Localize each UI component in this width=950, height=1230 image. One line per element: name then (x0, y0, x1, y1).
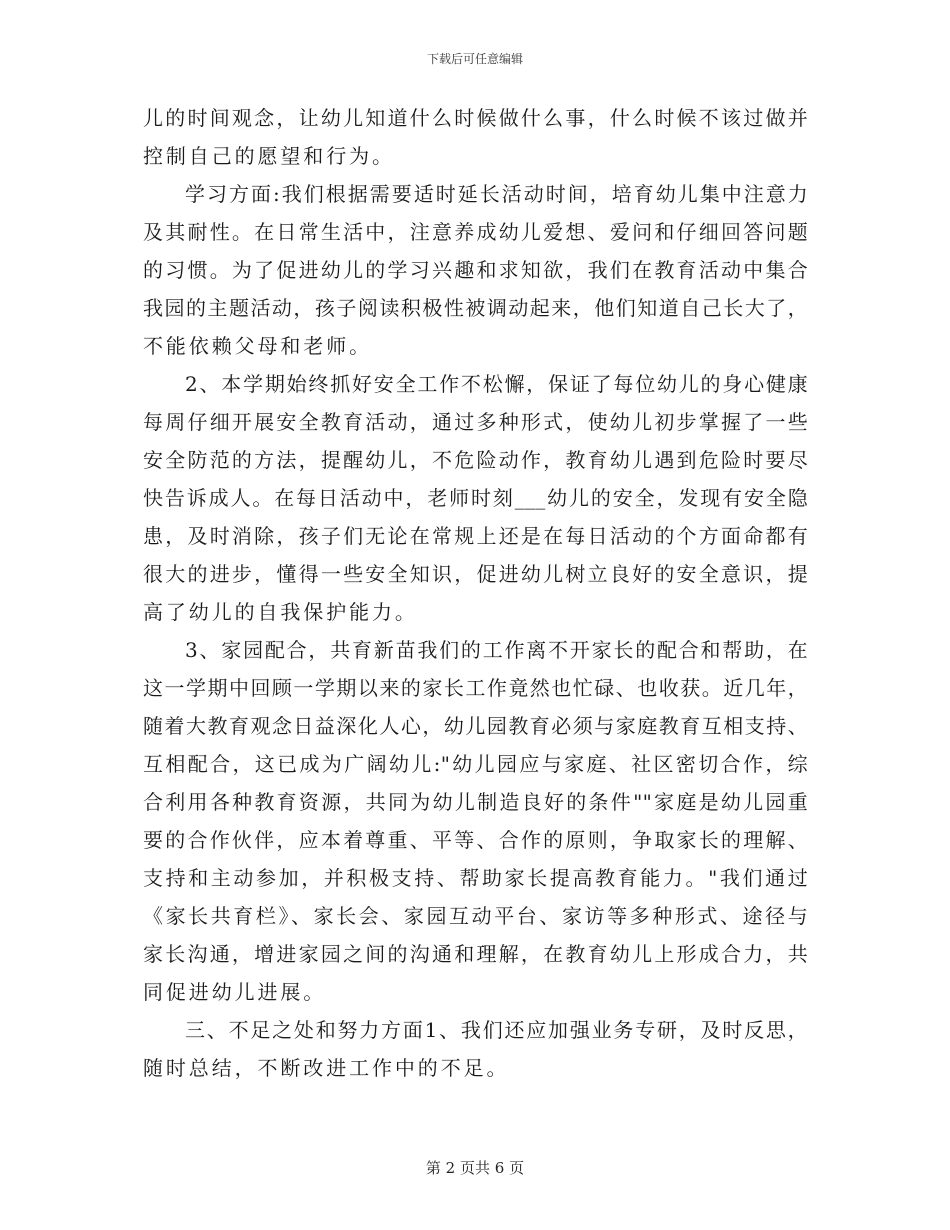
body-line: 患，及时消除，孩子们无论在常规上还是在每日活动的个方面命都有 (143, 524, 808, 548)
body-line: 每周仔细开展安全教育活动，通过多种形式，使幼儿初步掌握了一些 (143, 410, 808, 434)
body-line: 随着大教育观念日益深化人心，幼儿园教育必须与家庭教育互相支持、 (143, 714, 808, 738)
body-line: 这一学期中回顾一学期以来的家长工作竟然也忙碌、也收获。近几年， (143, 676, 808, 700)
body-line: 3、家园配合，共育新苗我们的工作离不开家长的配合和帮助，在 (185, 638, 808, 662)
document-body (143, 99, 808, 1087)
body-line: 控制自己的愿望和行为。 (143, 144, 395, 168)
body-line: 我园的主题活动，孩子阅读积极性被调动起来，他们知道自己长大了， (143, 296, 808, 320)
body-line: 快告诉成人。在每日活动中，老师时刻___幼儿的安全，发现有安全隐 (143, 486, 808, 510)
body-line: 2、本学期始终抓好安全工作不松懈，保证了每位幼儿的身心健康 (185, 372, 808, 396)
body-line: 要的合作伙伴，应本着尊重、平等、合作的原则，争取家长的理解、 (143, 828, 808, 852)
body-line: 随时总结，不断改进工作中的不足。 (143, 1056, 510, 1080)
page-footer: 第 2 页共 6 页 (425, 1159, 525, 1177)
page-header: 下载后可任意编辑 (426, 52, 523, 66)
body-line: 互相配合，这已成为广阔幼儿:"幼儿园应与家庭、社区密切合作，综 (143, 752, 808, 776)
body-line: 高了幼儿的自我保护能力。 (143, 600, 418, 624)
body-line: 儿的时间观念，让幼儿知道什么时候做什么事，什么时候不该过做并 (143, 106, 808, 130)
body-line: 《家长共育栏》、家长会、家园互动平台、家访等多种形式、途径与 (143, 904, 808, 928)
body-line: 学习方面:我们根据需要适时延长活动时间，培育幼儿集中注意力 (185, 182, 808, 206)
body-line: 三、不足之处和努力方面1、我们还应加强业务专研，及时反思， (185, 1018, 808, 1042)
body-line: 很大的进步，懂得一些安全知识，促进幼儿树立良好的安全意识，提 (143, 562, 808, 586)
body-line: 的习惯。为了促进幼儿的学习兴趣和求知欲，我们在教育活动中集合 (143, 258, 808, 282)
body-line: 家长沟通，增进家园之间的沟通和理解，在教育幼儿上形成合力，共 (143, 942, 808, 966)
body-line: 合利用各种教育资源，共同为幼儿制造良好的条件""家庭是幼儿园重 (143, 790, 808, 814)
body-line: 同促进幼儿进展。 (143, 980, 327, 1004)
body-line: 安全防范的方法，提醒幼儿，不危险动作，教育幼儿遇到危险时要尽 (143, 448, 808, 472)
body-line: 支持和主动参加，并积极支持、帮助家长提高教育能力。"我们通过 (143, 866, 808, 890)
body-line: 不能依赖父母和老师。 (143, 334, 372, 358)
body-line: 及其耐性。在日常生活中，注意养成幼儿爱想、爱问和仔细回答问题 (143, 220, 808, 244)
